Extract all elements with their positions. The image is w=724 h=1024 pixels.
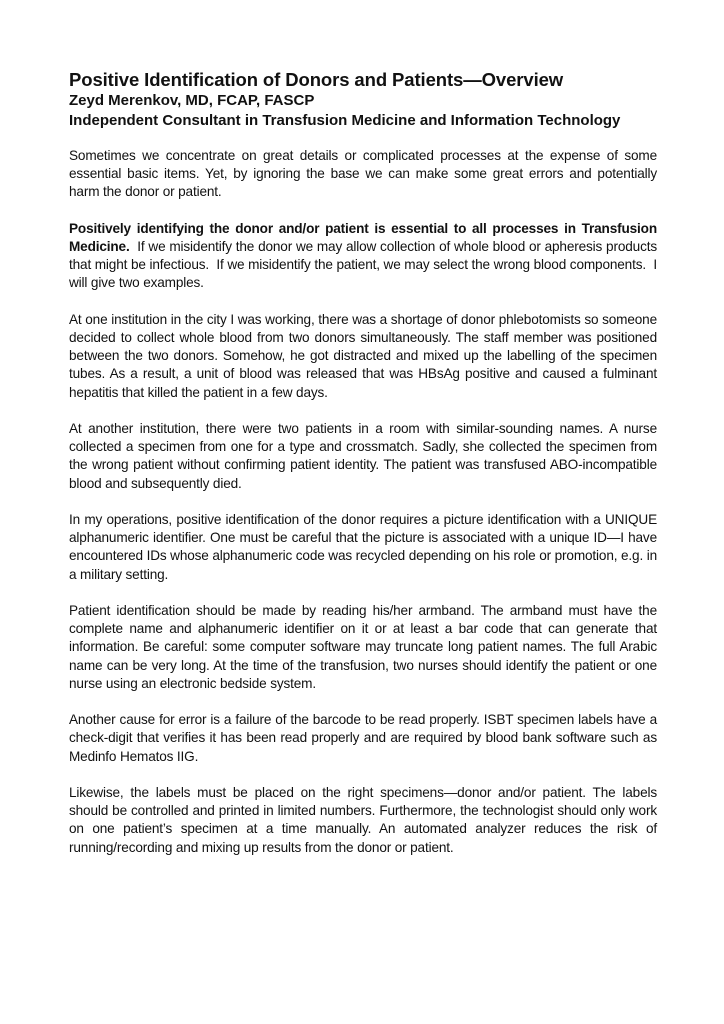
paragraph-labels bbox=[69, 784, 657, 857]
paragraph-patient-identification bbox=[69, 602, 657, 693]
paragraph-text: If we misidentify the donor we may allow collection of whole blood or apheresis products that might be infectious. If we misidentify the patient, we may select the wrong blood components. I will give two examples. bbox=[69, 239, 661, 291]
author-line: Zeyd Merenkov, MD, FCAP, FASCP bbox=[69, 92, 315, 109]
paragraph-key-point bbox=[69, 220, 661, 293]
paragraph-barcode bbox=[69, 711, 657, 766]
paragraph-text: At another institution, there were two patients in a room with similar-sounding names. A nurse collected a specimen from one for a type and crossmatch. Sadly, she collected the specimen from the wrong patient without confirming patient identity. The patient was transfused ABO-incompatible blood and subsequently died. bbox=[69, 421, 657, 491]
paragraph-text: In my operations, positive identification of the donor requires a picture identification with a UNIQUE alphanumeric identifier. One must be careful that the picture is associated with a unique ID—I have encountered IDs whose alphanumeric code was recycled depending on his role or promotion, e.g. in a military setting. bbox=[69, 512, 657, 582]
paragraph-text: Likewise, the labels must be placed on the right specimens—donor and/or patient. The labels should be controlled and printed in limited numbers. Furthermore, the technologist should only work on one patient’s specimen at a time manually. An automated analyzer reduces the risk of running/recording and mixing up results from the donor or patient. bbox=[69, 785, 657, 855]
paragraph-donor-identification bbox=[69, 511, 657, 584]
paragraph-example-donor bbox=[69, 311, 657, 402]
paragraph-text: Another cause for error is a failure of the barcode to be read properly. ISBT specimen labels have a check-digit that verifies it has been read properly and are required by blood bank software such as Medinfo Hematos IIG. bbox=[69, 712, 657, 764]
paragraph-text: Patient identification should be made by reading his/her armband. The armband must have the complete name and alphanumeric identifier on it or at least a bar code that can generate that information. Be careful: some computer software may truncate long patient names. The full Arabic name can be very long. At the time of the transfusion, two nurses should identify the patient or one nurse using an electronic bedside system. bbox=[69, 603, 657, 691]
paragraph-text: Sometimes we concentrate on great details or complicated processes at the expense of some essential basic items. Yet, by ignoring the base we can make some great errors and potentially harm the donor or patient. bbox=[69, 148, 657, 200]
paragraph-intro bbox=[69, 147, 657, 202]
document-title: Positive Identification of Donors and Patients—Overview bbox=[69, 69, 564, 90]
document-body bbox=[69, 147, 661, 857]
paragraph-lead-bold: Positively identifying the donor and/or patient is essential to all processes in Transfusion Medicine. bbox=[69, 220, 657, 254]
affiliation-line: Independent Consultant in Transfusion Medicine and Information Technology bbox=[69, 112, 621, 129]
paragraph-text: At one institution in the city I was working, there was a shortage of donor phlebotomists so someone decided to collect whole blood from two donors simultaneously. The staff member was positioned between the two donors. Somehow, he got distracted and mixed up the labelling of the specimen tubes. As a result, a unit of blood was released that was HBsAg positive and caused a fulminant hepatitis that killed the patient in a few days. bbox=[69, 311, 657, 400]
paragraph-example-patient bbox=[69, 420, 657, 493]
document-page bbox=[69, 69, 661, 875]
